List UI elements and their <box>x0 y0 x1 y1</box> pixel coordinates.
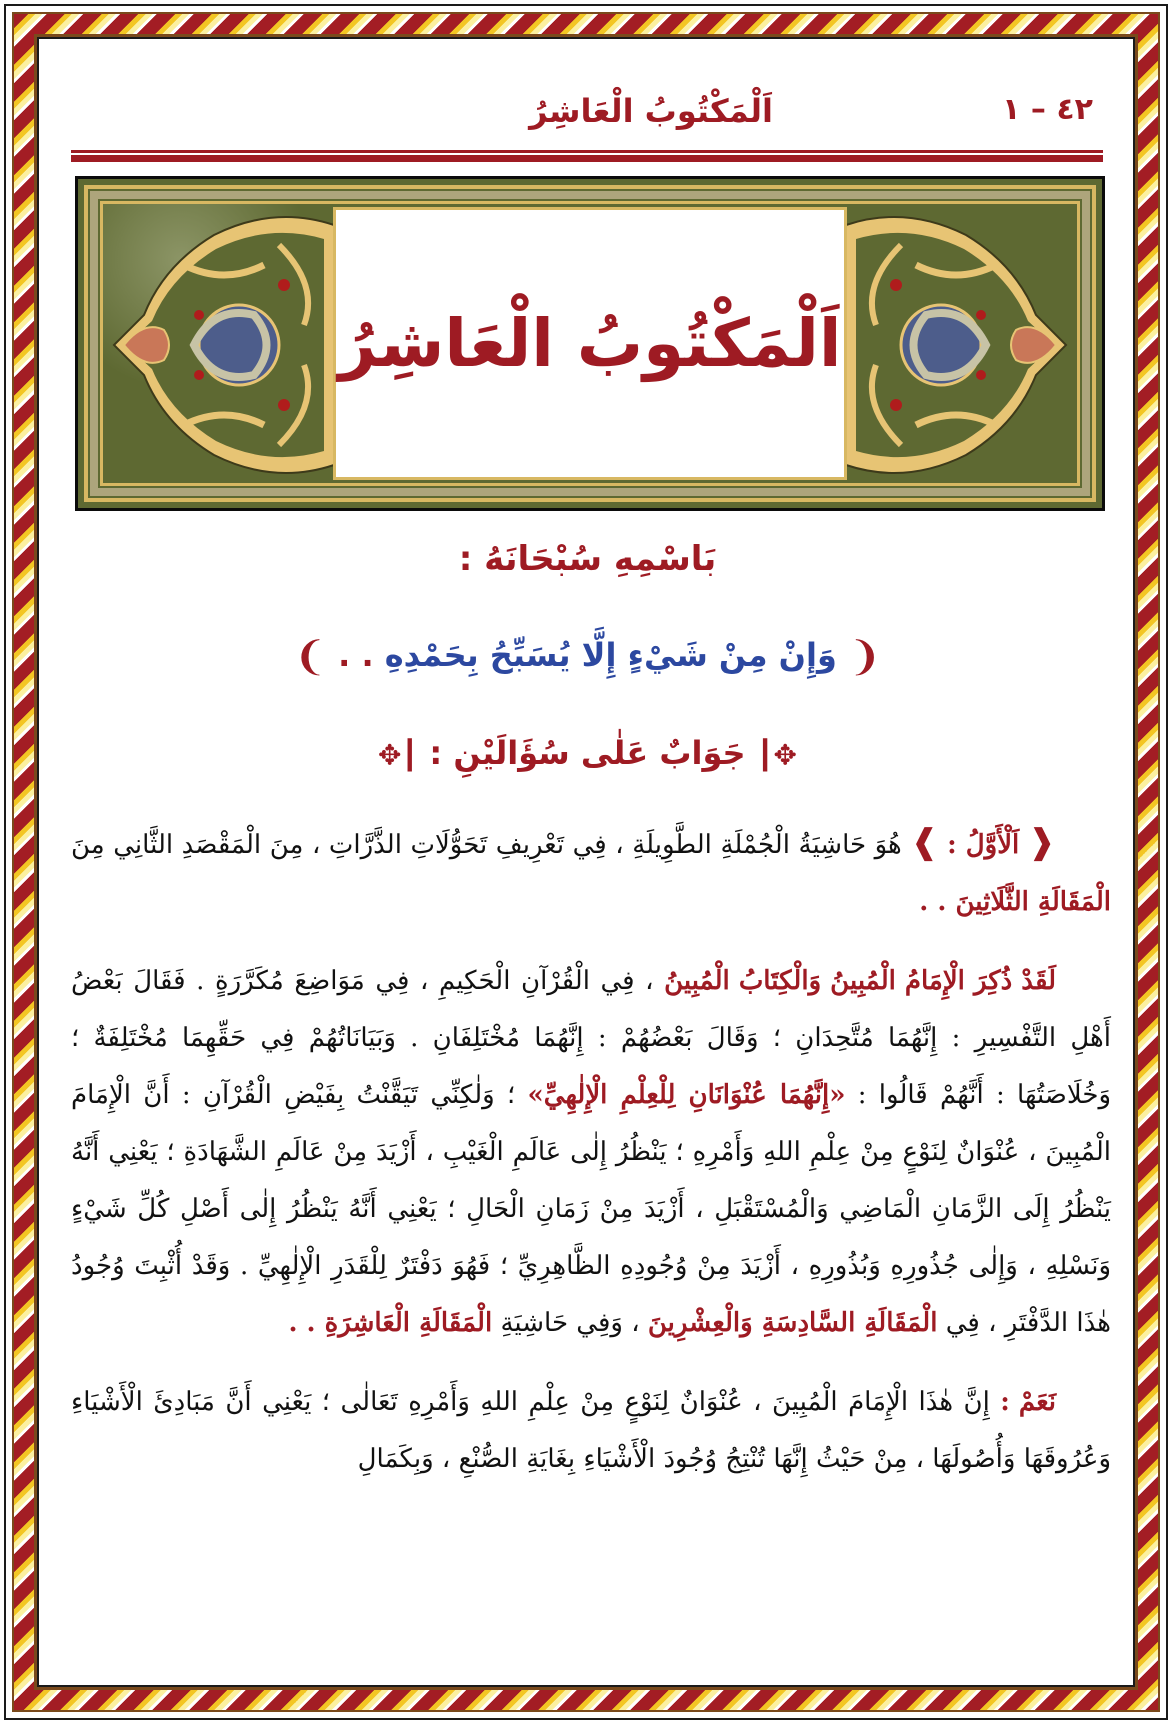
page <box>40 34 1135 1689</box>
title-banner <box>75 176 1105 511</box>
answer-heading-text: جَوَابٌ عَلٰى سُؤَالَيْنِ : <box>429 734 746 772</box>
basmala-heading: بَاسْمِهِ سُبْحَانَهُ : <box>458 539 717 579</box>
running-title: اَلْمَكْتُوبُ الْعَاشِرُ <box>529 92 773 130</box>
tag-bracket-left-icon: ❱ <box>910 822 939 862</box>
arabesque-ornament-icon <box>826 205 1076 485</box>
banner-title-panel <box>333 207 847 480</box>
quote: «إِنَّهُمَا عُنْوَانَانِ لِلْعِلْمِ الْإِلٰهِيِّ» <box>527 1080 846 1110</box>
ornament-left-icon: ┃✥ <box>377 738 419 772</box>
paragraph-second: لَقَدْ ذُكِرَ الْإِمَامُ الْمُبِينُ وَالْكِتَابُ الْمُبِينُ ، فِي الْقُرْآنِ الْحَكِيمِ ، فِي مَوَاضِعَ مُكَرَّرَةٍ . فَقَالَ بَعْضُ أَهْلِ التَّفْسِيرِ : إِنَّهُمَا مُتَّحِدَانِ ؛ وَقَالَ بَعْضُهُمْ : إِنَّهُمَا مُخْتَلِفَانِ . وَبَيَانَاتُهُمْ فِي حَقِّهِمَا مُخْتَلِفَةٌ ؛ وَخُلَاصَتُهَا : أَنَّهُمْ قَالُوا : «إِنَّهُمَا عُنْوَانَانِ لِلْعِلْمِ الْإِلٰهِيِّ» ؛ وَلٰكِنِّي تَيَقَّنْتُ بِفَيْضِ الْقُرْآنِ : أَنَّ الْإِمَامَ الْمُبِينَ ، عُنْوَانٌ لِنَوْعٍ مِنْ عِلْمِ اللهِ وَأَمْرِهِ ؛ يَنْظُرُ إِلٰى عَالَمِ الْغَيْبِ ، أَزْيَدَ مِنْ عَالَمِ الشَّهَادَةِ ؛ يَعْنِي أَنَّهُ يَنْظُرُ إِلَى الزَّمَانِ الْمَاضِي وَالْمُسْتَقْبَلِ ، أَزْيَدَ مِنْ زَمَانِ الْحَالِ ؛ يَعْنِي أَنَّهُ يَنْظُرُ إِلٰى أَصْلِ كُلِّ شَيْءٍ وَنَسْلِهِ ، وَإِلٰى جُذُورِهِ وَبُذُورِهِ ، أَزْيَدَ مِنْ وُجُودِهِ الظَّاهِرِيِّ ؛ فَهُوَ دَفْتَرٌ لِلْقَدَرِ الْإِلٰهِيِّ . وَقَدْ أُثْبِتَ وُجُودُ هٰذَا الدَّفْتَرِ ، فِي الْمَقَالَةِ السَّادِسَةِ وَالْعِشْرِينَ ، وَفِي حَاشِيَةِ الْمَقَالَةِ الْعَاشِرَةِ . . <box>71 953 1111 1352</box>
page-number: ٤٢ – ١ <box>1002 92 1093 127</box>
reference-10th-article: الْمَقَالَةِ الْعَاشِرَةِ . . <box>288 1308 493 1338</box>
reference-30th-article: الْمَقَالَةِ الثَّلَاثِينَ . . <box>919 887 1111 917</box>
tag-first: اَلْأَوَّلُ : <box>947 830 1020 860</box>
header-rule-thick <box>71 155 1103 162</box>
quran-verse <box>40 634 1135 680</box>
banner-title: اَلْمَكْتُوبُ الْعَاشِرُ <box>338 305 842 382</box>
paragraph-lead: لَقَدْ ذُكِرَ الْإِمَامُ الْمُبِينُ وَالْكِتَابُ الْمُبِينُ <box>664 966 1057 996</box>
reference-26th-article: الْمَقَالَةِ السَّادِسَةِ وَالْعِشْرِينَ <box>647 1308 938 1338</box>
verse-bracket-left-icon: ❩ <box>293 634 328 680</box>
verse-text: وَإِنْ مِنْ شَيْءٍ إِلَّا يُسَبِّحُ بِحَمْدِهِ <box>384 636 837 674</box>
paragraph-third: نَعَمْ : إِنَّ هٰذَا الْإِمَامَ الْمُبِينَ ، عُنْوَانٌ لِنَوْعٍ مِنْ عِلْمِ اللهِ وَأَمْرِهِ تَعَالٰى ؛ يَعْنِي أَنَّ مَبَادِئَ الْأَشْيَاءِ وَعُرُوقَهَا وَأُصُولَهَا ، مِنْ حَيْثُ إِنَّهَا تُنْتِجُ وُجُودَ الْأَشْيَاءِ بِغَايَةِ الصُّنْعِ ، وَبِكَمَالِ <box>71 1374 1111 1488</box>
paragraph-lead: نَعَمْ : <box>1000 1387 1057 1417</box>
ornament-right-icon: ✥┃ <box>756 738 798 772</box>
verse-ellipsis: . . <box>338 636 374 674</box>
arabesque-ornament-icon <box>104 205 354 485</box>
answer-heading <box>40 734 1135 772</box>
page-header <box>71 92 1103 152</box>
body-text <box>71 814 1111 1510</box>
verse-bracket-right-icon: ❨ <box>847 634 882 680</box>
tag-bracket-right-icon: ❰ <box>1027 822 1057 862</box>
header-rule-thin <box>71 150 1103 153</box>
paragraph-first: ❰ اَلْأَوَّلُ : ❱ هُوَ حَاشِيَةُ الْجُمْلَةِ الطَّوِيلَةِ ، فِي تَعْرِيفِ تَحَوُّلَاتِ الذَّرَّاتِ ، مِنَ الْمَقْصَدِ الثَّانِي مِنَ الْمَقَالَةِ الثَّلَاثِينَ . . <box>71 822 1111 917</box>
